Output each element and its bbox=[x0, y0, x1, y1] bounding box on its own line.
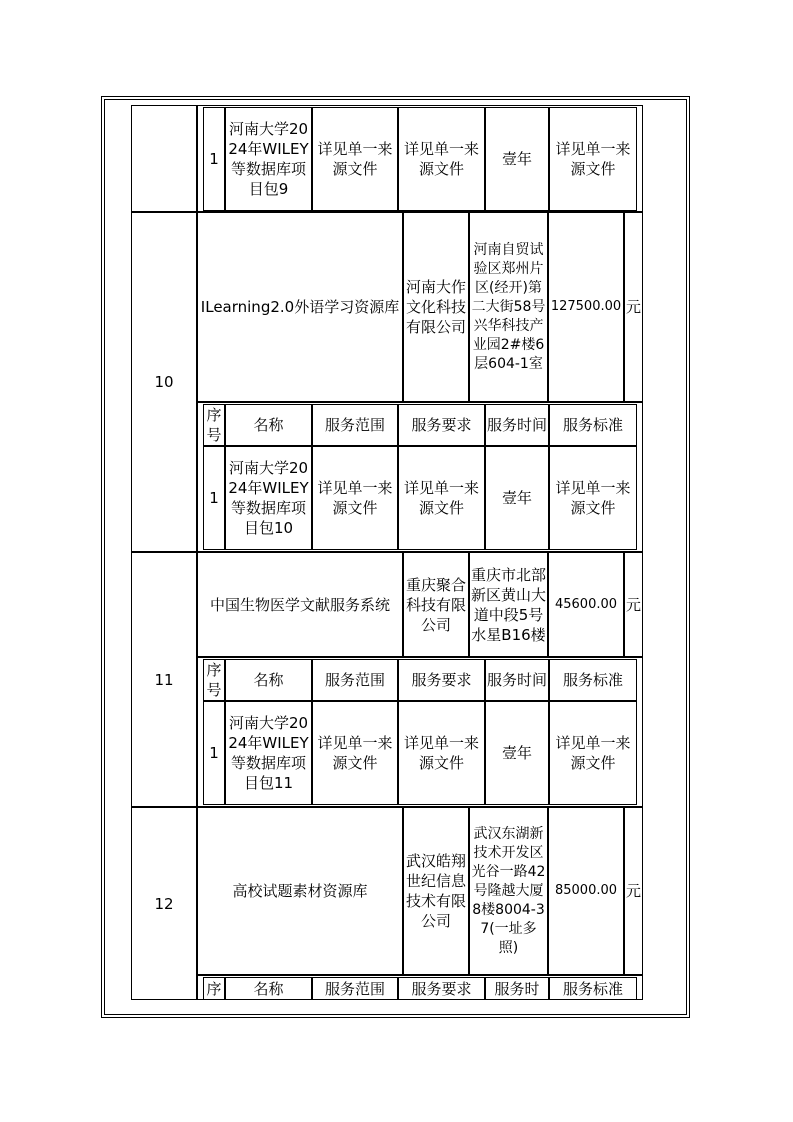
project-name-cell: 中国生物医学文献服务系统 bbox=[197, 552, 403, 657]
sub-seq-cell: 1 bbox=[203, 446, 225, 550]
header-standard: 服务标准 bbox=[549, 659, 637, 701]
header-standard: 服务标准 bbox=[549, 404, 637, 446]
sub-seq-cell: 1 bbox=[203, 107, 225, 211]
sub-time-cell: 壹年 bbox=[485, 701, 549, 805]
header-req: 服务要求 bbox=[398, 404, 485, 446]
row-index-cell bbox=[131, 105, 197, 212]
header-scope: 服务范围 bbox=[312, 977, 398, 1000]
sub-seq-cell: 1 bbox=[203, 701, 225, 805]
header-req: 服务要求 bbox=[398, 659, 485, 701]
supplier-cell: 重庆聚合科技有限公司 bbox=[403, 552, 469, 657]
header-standard: 服务标准 bbox=[549, 977, 637, 1000]
header-scope: 服务范围 bbox=[312, 659, 398, 701]
sub-scope-cell: 详见单一来源文件 bbox=[312, 446, 398, 550]
supplier-cell: 河南大作文化科技有限公司 bbox=[403, 212, 469, 402]
header-time: 服务时间 bbox=[485, 659, 549, 701]
sub-req-cell: 详见单一来源文件 bbox=[398, 446, 485, 550]
sub-name-cell: 河南大学2024年WILEY等数据库项目包10 bbox=[225, 446, 312, 550]
header-time: 服务时 bbox=[485, 977, 549, 1000]
sub-standard-cell: 详见单一来源文件 bbox=[549, 446, 637, 550]
amount-cell: 127500.00 bbox=[548, 212, 624, 402]
project-name-cell: ILearning2.0外语学习资源库 bbox=[197, 212, 403, 402]
amount-cell: 85000.00 bbox=[548, 807, 624, 975]
unit-cell: 元 bbox=[624, 807, 643, 975]
project-name-cell: 高校试题素材资源库 bbox=[197, 807, 403, 975]
unit-cell: 元 bbox=[624, 212, 643, 402]
sub-time-cell: 壹年 bbox=[485, 446, 549, 550]
address-cell: 重庆市北部新区黄山大道中段5号水星B16楼 bbox=[469, 552, 548, 657]
sub-time-cell: 壹年 bbox=[485, 107, 549, 211]
header-name: 名称 bbox=[225, 659, 312, 701]
sub-name-cell: 河南大学2024年WILEY等数据库项目包9 bbox=[225, 107, 312, 211]
sub-scope-cell: 详见单一来源文件 bbox=[312, 701, 398, 805]
header-time: 服务时间 bbox=[485, 404, 549, 446]
sub-req-cell: 详见单一来源文件 bbox=[398, 107, 485, 211]
row-index-cell: 12 bbox=[131, 807, 197, 1000]
row-index-cell: 10 bbox=[131, 212, 197, 552]
row-index-cell: 11 bbox=[131, 552, 197, 807]
supplier-cell: 武汉皓翔世纪信息技术有限公司 bbox=[403, 807, 469, 975]
address-cell: 河南自贸试验区郑州片区(经开)第二大街58号兴华科技产业园2#楼6层604-1室 bbox=[469, 212, 548, 402]
amount-cell: 45600.00 bbox=[548, 552, 624, 657]
header-seq: 序号 bbox=[203, 659, 225, 701]
sub-req-cell: 详见单一来源文件 bbox=[398, 701, 485, 805]
header-scope: 服务范围 bbox=[312, 404, 398, 446]
sub-standard-cell: 详见单一来源文件 bbox=[549, 107, 637, 211]
unit-cell: 元 bbox=[624, 552, 643, 657]
header-seq: 序 bbox=[203, 977, 225, 1000]
header-req: 服务要求 bbox=[398, 977, 485, 1000]
header-name: 名称 bbox=[225, 977, 312, 1000]
address-cell: 武汉东湖新技术开发区光谷一路42号隆越大厦8楼8004-37(一址多照) bbox=[469, 807, 548, 975]
sub-standard-cell: 详见单一来源文件 bbox=[549, 701, 637, 805]
header-name: 名称 bbox=[225, 404, 312, 446]
header-seq: 序号 bbox=[203, 404, 225, 446]
sub-name-cell: 河南大学2024年WILEY等数据库项目包11 bbox=[225, 701, 312, 805]
sub-scope-cell: 详见单一来源文件 bbox=[312, 107, 398, 211]
